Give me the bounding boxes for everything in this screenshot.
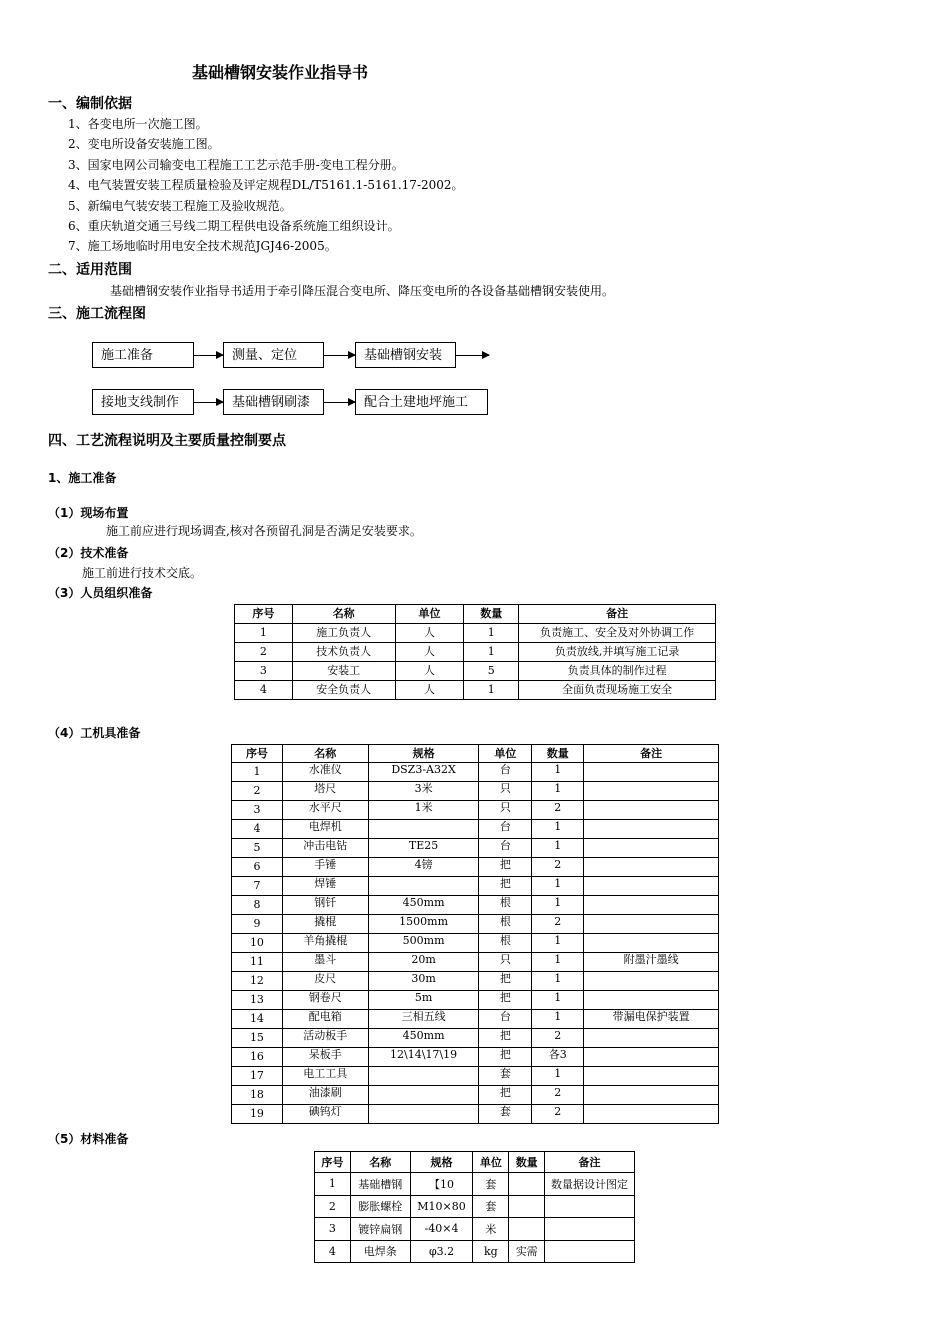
table-row <box>232 934 719 953</box>
table-row <box>232 915 719 934</box>
table-cell <box>584 820 719 839</box>
table-cell: 电工工具 <box>282 1067 368 1086</box>
table-cell: 2 <box>532 1105 584 1124</box>
table-row <box>235 624 716 643</box>
table-cell: 14 <box>232 1010 283 1029</box>
table-cell: 1 <box>532 934 584 953</box>
section1-heading: 一、编制依据 <box>48 96 132 112</box>
tech-heading: （2）技术准备 <box>48 546 129 560</box>
table-cell: TE25 <box>368 839 479 858</box>
table-cell <box>584 839 719 858</box>
table-cell <box>545 1218 635 1241</box>
scope-text: 基础槽钢安装作业指导书适用于牵引降压混合变电所、降压变电所的各设备基础槽钢安装使用。 <box>110 284 615 298</box>
table-cell: 安全负责人 <box>292 681 395 700</box>
table-cell: 1 <box>532 953 584 972</box>
table-cell: 负责施工、安全及对外协调工作 <box>519 624 716 643</box>
table-cell <box>584 991 719 1010</box>
column-header: 备注 <box>519 605 716 624</box>
table-cell: 5 <box>232 839 283 858</box>
table-cell: 套 <box>473 1173 509 1196</box>
personnel-table <box>234 604 716 700</box>
table-row <box>232 1067 719 1086</box>
table-cell <box>584 934 719 953</box>
column-header: 名称 <box>350 1152 410 1173</box>
table-row <box>232 1029 719 1048</box>
flow-step-grounding: 接地支线制作 <box>92 389 194 415</box>
table-cell: 根 <box>479 934 532 953</box>
table-row <box>232 877 719 896</box>
table-cell <box>509 1173 545 1196</box>
table-cell: 3 <box>235 662 293 681</box>
table-row <box>315 1218 635 1241</box>
table-cell <box>368 1086 479 1105</box>
table-cell: 电焊机 <box>282 820 368 839</box>
table-cell: 17 <box>232 1067 283 1086</box>
materials-table <box>314 1151 635 1263</box>
flow-arrow <box>456 355 489 356</box>
table-cell: 2 <box>232 782 283 801</box>
table-cell: 冲击电钻 <box>282 839 368 858</box>
table-cell: 负责具体的制作过程 <box>519 662 716 681</box>
section4-heading: 四、工艺流程说明及主要质量控制要点 <box>48 433 286 449</box>
table-cell: 把 <box>479 1086 532 1105</box>
table-cell: 把 <box>479 991 532 1010</box>
table-cell: 焊锤 <box>282 877 368 896</box>
table-cell: 5 <box>464 662 519 681</box>
flow-arrow <box>194 355 223 356</box>
table-cell <box>584 1067 719 1086</box>
table-cell: kg <box>473 1240 509 1263</box>
table-cell: 1 <box>532 820 584 839</box>
table-row <box>232 953 719 972</box>
table-cell: 实需 <box>509 1240 545 1263</box>
table-row <box>232 1105 719 1124</box>
table-cell: 450mm <box>368 1029 479 1048</box>
list-item: 3、国家电网公司输变电工程施工工艺示范手册-变电工程分册。 <box>68 157 404 172</box>
table-cell: 1 <box>532 1010 584 1029</box>
table-cell: 套 <box>479 1105 532 1124</box>
personnel-heading: （3）人员组织准备 <box>48 586 153 600</box>
tech-text: 施工前进行技术交底。 <box>82 566 203 580</box>
table-row <box>232 820 719 839</box>
list-item: 7、施工场地临时用电安全技术规范JGJ46-2005。 <box>68 239 337 254</box>
table-cell: 只 <box>479 782 532 801</box>
table-cell: 把 <box>479 972 532 991</box>
table-cell: 塔尺 <box>282 782 368 801</box>
table-cell: 1 <box>532 991 584 1010</box>
table-cell: 1 <box>532 763 584 782</box>
table-row <box>235 681 716 700</box>
basis-list <box>68 116 464 259</box>
table-cell: 活动板手 <box>282 1029 368 1048</box>
table-cell: 台 <box>479 1010 532 1029</box>
table-cell: 镀锌扁钢 <box>350 1218 410 1241</box>
table-cell <box>584 896 719 915</box>
table-cell: 12 <box>232 972 283 991</box>
table-cell <box>584 1048 719 1067</box>
column-header: 备注 <box>584 745 719 763</box>
table-cell: M10×80 <box>410 1195 473 1218</box>
table-cell: 1 <box>464 624 519 643</box>
table-cell: -40×4 <box>410 1218 473 1241</box>
list-item: 1、各变电所一次施工图。 <box>68 117 208 131</box>
table-row <box>235 662 716 681</box>
section3-heading: 三、施工流程图 <box>48 306 146 322</box>
list-item: 6、重庆轨道交通三号线二期工程供电设备系统施工组织设计。 <box>68 218 400 233</box>
table-cell <box>545 1240 635 1263</box>
table-cell: 1 <box>232 763 283 782</box>
table-cell: 把 <box>479 1029 532 1048</box>
table-cell: 4 <box>232 820 283 839</box>
table-cell: 8 <box>232 896 283 915</box>
table-cell <box>368 820 479 839</box>
table-cell: 把 <box>479 858 532 877</box>
table-cell: 电焊条 <box>350 1240 410 1263</box>
table-cell: 1 <box>235 624 293 643</box>
flow-arrow <box>324 402 355 403</box>
table-cell: 把 <box>479 877 532 896</box>
table-cell: 4镑 <box>368 858 479 877</box>
list-item: 5、新编电气装安装工程施工及验收规范。 <box>68 198 292 213</box>
column-header: 序号 <box>235 605 293 624</box>
table-cell <box>509 1218 545 1241</box>
table-row <box>232 972 719 991</box>
table-cell: 30m <box>368 972 479 991</box>
table-cell: 套 <box>473 1195 509 1218</box>
table-cell: 2 <box>532 1029 584 1048</box>
table-cell: 米 <box>473 1218 509 1241</box>
table-row <box>232 1086 719 1105</box>
table-cell: 16 <box>232 1048 283 1067</box>
table-row <box>315 1195 635 1218</box>
list-item: 4、电气装置安装工程质量检验及评定规程DL/T5161.1-5161.17-2002。 <box>68 178 464 193</box>
site-text: 施工前应进行现场调查,核对各预留孔洞是否满足安装要求。 <box>106 524 422 538</box>
table-cell: 碘钨灯 <box>282 1105 368 1124</box>
table-cell <box>368 1105 479 1124</box>
section2-heading: 二、适用范围 <box>48 262 132 278</box>
table-cell <box>584 877 719 896</box>
table-cell: 水准仪 <box>282 763 368 782</box>
table-cell: 4 <box>315 1240 351 1263</box>
list-item: 2、变电所设备安装施工图。 <box>68 137 220 152</box>
column-header: 规格 <box>368 745 479 763</box>
table-cell: DSZ3-A32X <box>368 763 479 782</box>
table-cell: 各3 <box>532 1048 584 1067</box>
table-row <box>232 1048 719 1067</box>
table-cell: 1 <box>315 1173 351 1196</box>
table-cell: 2 <box>532 1086 584 1105</box>
table-cell: 1 <box>464 681 519 700</box>
table-cell: 人 <box>395 643 464 662</box>
table-cell: 人 <box>395 681 464 700</box>
table-cell: 全面负责现场施工安全 <box>519 681 716 700</box>
table-cell: 只 <box>479 801 532 820</box>
table-row <box>232 801 719 820</box>
table-cell: 数量据设计图定 <box>545 1173 635 1196</box>
table-cell: 基础槽钢 <box>350 1173 410 1196</box>
table-row <box>232 839 719 858</box>
column-header: 序号 <box>315 1152 351 1173</box>
flow-arrow <box>194 402 223 403</box>
table-cell: 3 <box>315 1218 351 1241</box>
table-cell: 12\14\17\19 <box>368 1048 479 1067</box>
column-header: 数量 <box>464 605 519 624</box>
table-cell: 负责放线,并填写施工记录 <box>519 643 716 662</box>
table-cell: 2 <box>315 1195 351 1218</box>
table-cell: 2 <box>532 801 584 820</box>
table-header-row <box>315 1152 635 1173</box>
table-cell <box>584 763 719 782</box>
table-row <box>315 1240 635 1263</box>
table-cell: 附墨汁墨线 <box>584 953 719 972</box>
table-cell: 1500mm <box>368 915 479 934</box>
table-cell: 只 <box>479 953 532 972</box>
table-cell: 安装工 <box>292 662 395 681</box>
column-header: 规格 <box>410 1152 473 1173</box>
tools-heading: （4）工机具准备 <box>48 726 141 740</box>
table-cell <box>584 1105 719 1124</box>
table-cell: 台 <box>479 763 532 782</box>
table-row <box>232 763 719 782</box>
table-cell: 18 <box>232 1086 283 1105</box>
table-cell: 钢钎 <box>282 896 368 915</box>
document-title: 基础槽钢安装作业指导书 <box>192 63 369 82</box>
table-cell: 把 <box>479 1048 532 1067</box>
table-cell: 台 <box>479 820 532 839</box>
flow-step-paint: 基础槽钢刷漆 <box>223 389 324 415</box>
column-header: 单位 <box>479 745 532 763</box>
table-cell: 15 <box>232 1029 283 1048</box>
table-cell: 1 <box>532 877 584 896</box>
table-row <box>232 782 719 801</box>
table-cell: 水平尺 <box>282 801 368 820</box>
table-cell: 13 <box>232 991 283 1010</box>
table-row <box>235 643 716 662</box>
column-header: 单位 <box>395 605 464 624</box>
table-cell: φ3.2 <box>410 1240 473 1263</box>
table-cell <box>584 1029 719 1048</box>
table-cell <box>368 1067 479 1086</box>
table-row <box>315 1173 635 1196</box>
table-cell: 人 <box>395 624 464 643</box>
table-cell: 1米 <box>368 801 479 820</box>
table-cell: 施工负责人 <box>292 624 395 643</box>
table-cell: 5m <box>368 991 479 1010</box>
table-cell <box>584 915 719 934</box>
table-cell <box>584 801 719 820</box>
flow-step-floor: 配合土建地坪施工 <box>355 389 488 415</box>
table-cell: 1 <box>464 643 519 662</box>
table-cell <box>368 877 479 896</box>
table-cell: 9 <box>232 915 283 934</box>
tools-table <box>231 744 719 1124</box>
column-header: 序号 <box>232 745 283 763</box>
table-row <box>232 896 719 915</box>
table-cell: 技术负责人 <box>292 643 395 662</box>
table-cell: 油漆刷 <box>282 1086 368 1105</box>
table-cell: 套 <box>479 1067 532 1086</box>
table-cell: 皮尺 <box>282 972 368 991</box>
table-cell: 人 <box>395 662 464 681</box>
column-header: 单位 <box>473 1152 509 1173</box>
table-cell: 3 <box>232 801 283 820</box>
table-cell: 2 <box>532 915 584 934</box>
table-cell: 2 <box>532 858 584 877</box>
table-cell: 20m <box>368 953 479 972</box>
table-cell: 4 <box>235 681 293 700</box>
table-cell: 【10 <box>410 1173 473 1196</box>
table-cell: 10 <box>232 934 283 953</box>
flow-step-prepare: 施工准备 <box>92 342 194 368</box>
table-row <box>232 1010 719 1029</box>
table-cell: 三相五线 <box>368 1010 479 1029</box>
table-cell: 7 <box>232 877 283 896</box>
table-cell: 1 <box>532 896 584 915</box>
table-header-row <box>235 605 716 624</box>
table-cell: 配电箱 <box>282 1010 368 1029</box>
table-cell: 呆板手 <box>282 1048 368 1067</box>
table-cell: 钢卷尺 <box>282 991 368 1010</box>
flow-arrow <box>324 355 355 356</box>
table-cell: 羊角撬棍 <box>282 934 368 953</box>
table-cell: 膨胀螺栓 <box>350 1195 410 1218</box>
table-cell: 1 <box>532 972 584 991</box>
table-cell: 墨斗 <box>282 953 368 972</box>
table-cell <box>584 972 719 991</box>
table-row <box>232 991 719 1010</box>
table-row <box>232 858 719 877</box>
table-cell: 根 <box>479 896 532 915</box>
table-cell: 根 <box>479 915 532 934</box>
table-cell: 撬棍 <box>282 915 368 934</box>
flow-step-survey: 测量、定位 <box>223 342 324 368</box>
table-cell: 1 <box>532 782 584 801</box>
table-cell <box>584 782 719 801</box>
table-cell: 台 <box>479 839 532 858</box>
table-cell <box>509 1195 545 1218</box>
column-header: 数量 <box>532 745 584 763</box>
column-header: 备注 <box>545 1152 635 1173</box>
table-cell <box>584 1086 719 1105</box>
column-header: 名称 <box>292 605 395 624</box>
table-cell <box>584 858 719 877</box>
flow-step-install: 基础槽钢安装 <box>355 342 456 368</box>
table-cell: 带漏电保护装置 <box>584 1010 719 1029</box>
table-cell: 11 <box>232 953 283 972</box>
column-header: 名称 <box>282 745 368 763</box>
table-cell: 450mm <box>368 896 479 915</box>
sub-heading-prepare: 1、施工准备 <box>48 471 117 485</box>
table-cell: 3米 <box>368 782 479 801</box>
table-cell <box>545 1195 635 1218</box>
table-cell: 1 <box>532 1067 584 1086</box>
table-cell: 手锤 <box>282 858 368 877</box>
table-header-row <box>232 745 719 763</box>
table-cell: 19 <box>232 1105 283 1124</box>
table-cell: 6 <box>232 858 283 877</box>
table-cell: 2 <box>235 643 293 662</box>
column-header: 数量 <box>509 1152 545 1173</box>
materials-heading: （5）材料准备 <box>48 1132 129 1146</box>
site-heading: （1）现场布置 <box>48 506 129 520</box>
table-cell: 500mm <box>368 934 479 953</box>
table-cell: 1 <box>532 839 584 858</box>
